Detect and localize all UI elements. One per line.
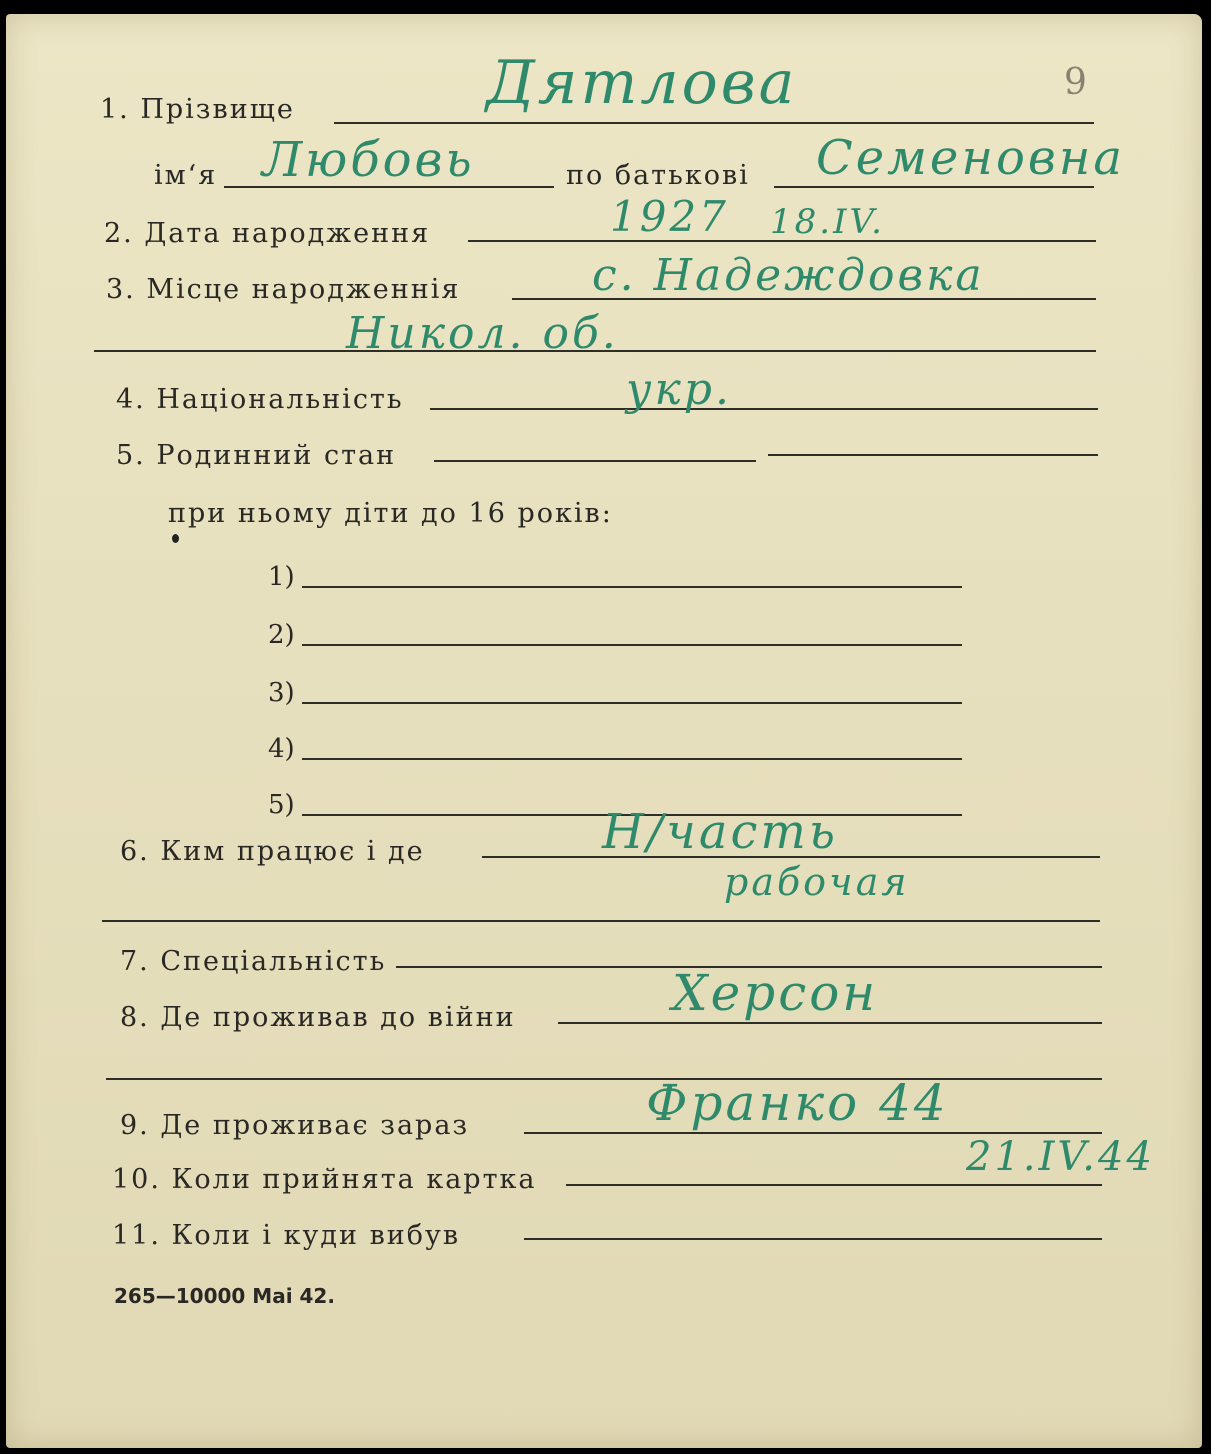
birthplace-value-1: с. Надеждовка — [592, 250, 985, 301]
birth-year: 1927 — [610, 192, 729, 241]
patronymic-value: Семеновна — [816, 130, 1126, 186]
prewar-line — [558, 1022, 1102, 1024]
birth-day: 18.IV. — [770, 202, 885, 242]
child-number-5: 5) — [268, 790, 295, 820]
nationality-line — [430, 408, 1098, 410]
marital-line-2 — [768, 454, 1098, 456]
departed-line — [524, 1238, 1102, 1240]
surname-line — [334, 122, 1094, 124]
departed-label: 11. Коли і куди вибув — [112, 1220, 461, 1251]
specialty-label: 7. Спеціальність — [120, 946, 387, 977]
current-label: 9. Де проживає зараз — [120, 1110, 470, 1141]
work-value-2: рабочая — [724, 860, 910, 904]
marital-line-1 — [434, 460, 756, 462]
accepted-value: 21.IV.44 — [966, 1134, 1155, 1180]
birthplace-label: 3. Місце народженнія — [106, 274, 461, 305]
sheet-number: 9 — [1064, 62, 1090, 103]
marital-label: 5. Родинний стан — [116, 440, 397, 471]
accepted-label: 10. Коли прийнята картка — [112, 1164, 537, 1195]
birthplace-value-2: Никол. об. — [346, 308, 619, 359]
child-number-2: 2) — [268, 620, 295, 650]
nationality-value: укр. — [626, 364, 732, 415]
child-number-4: 4) — [268, 734, 295, 764]
child-line-1 — [302, 586, 962, 588]
patronymic-line — [774, 186, 1094, 188]
print-code: 265—10000 Mai 42. — [114, 1284, 335, 1308]
work-line-2 — [102, 920, 1100, 922]
accepted-line — [566, 1184, 1102, 1186]
child-line-4 — [302, 758, 962, 760]
patronymic-label: по батькові — [566, 160, 750, 191]
work-label: 6. Ким працює і де — [120, 836, 425, 867]
child-number-1: 1) — [268, 562, 295, 592]
birthdate-label: 2. Дата народження — [104, 218, 431, 249]
registration-card — [6, 14, 1202, 1448]
child-line-2 — [302, 644, 962, 646]
ink-mark — [172, 534, 179, 543]
child-line-3 — [302, 702, 962, 704]
prewar-line-2 — [106, 1078, 1102, 1080]
name-label: ім‘я — [154, 160, 218, 191]
children-label: при ньому діти до 16 років: — [168, 498, 613, 529]
name-value: Любовь — [262, 132, 475, 188]
surname-label: 1. Прізвище — [100, 94, 295, 125]
prewar-value: Херсон — [672, 964, 879, 1022]
surname-value: Дятлова — [486, 48, 798, 118]
prewar-label: 8. Де проживав до війни — [120, 1002, 516, 1033]
child-number-3: 3) — [268, 678, 295, 708]
current-value: Франко 44 — [646, 1074, 949, 1132]
nationality-label: 4. Національність — [116, 384, 404, 415]
work-value-1: Н/часть — [602, 804, 839, 860]
